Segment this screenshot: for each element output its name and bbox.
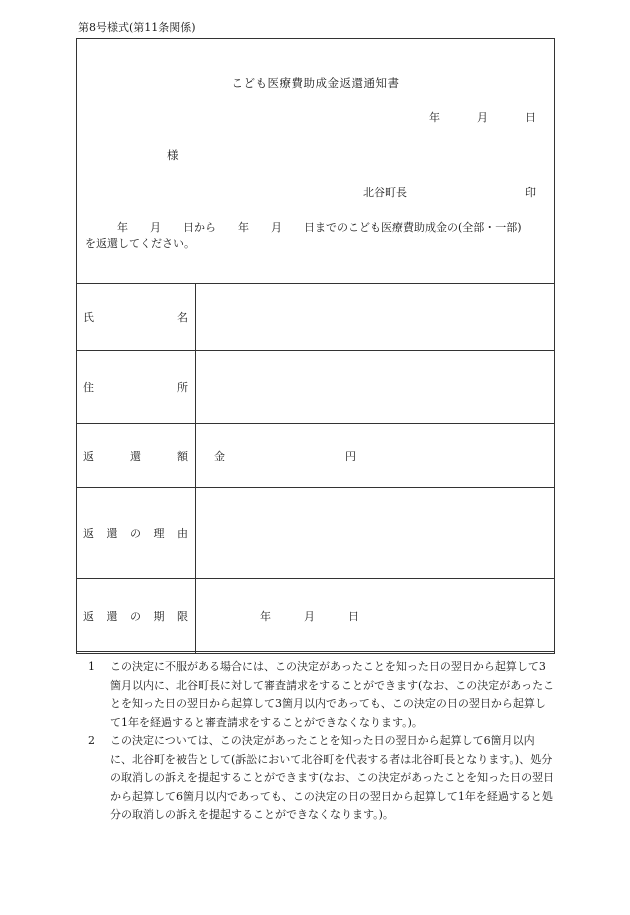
notice-form xyxy=(76,38,555,652)
deadline-field[interactable] xyxy=(196,579,555,654)
amount-prefix: 金 xyxy=(214,449,225,463)
deadline-value: 年 月 日 xyxy=(260,610,359,623)
table-row-reason xyxy=(77,488,555,579)
document-title: こども医療費助成金返還通知書 xyxy=(231,76,400,90)
note-number: 1 xyxy=(88,660,95,673)
issue-date xyxy=(429,109,536,125)
date-month: 月 xyxy=(477,111,488,124)
name-field[interactable] xyxy=(196,284,555,351)
note-number: 2 xyxy=(88,734,95,747)
seal-mark: 印 xyxy=(525,186,536,199)
table-row-amount xyxy=(77,424,555,488)
note-item xyxy=(86,658,556,732)
amount-label: 返 還 額 xyxy=(83,449,188,463)
date-year: 年 xyxy=(429,111,440,124)
note-text: この決定については、この決定があったことを知った日の翌日から起算して6箇月以内に、北谷町を被告として(訴訟において北谷町を代表する者は北谷町長となります。)、処分の取消しの訴えを提起することができます(なお、この決定があったことを知った日の翌日から起算して6箇月以内であっても、この決定の日の翌日から起算して1年を経過すると処分の取消しの訴えを提起することができなくなります。)。 xyxy=(110,734,555,821)
table-row-address xyxy=(77,351,555,424)
table-row-name xyxy=(77,284,555,351)
notice-line-1: 年 月 日から 年 月 日までのこども医療費助成金の(全部・一部) xyxy=(117,221,522,234)
reason-label: 返 還 の 理 由 xyxy=(83,527,188,540)
amount-unit: 円 xyxy=(345,449,356,463)
reason-field[interactable] xyxy=(196,488,555,579)
details-table xyxy=(76,283,555,654)
name-label: 氏 名 xyxy=(83,311,188,324)
addressee-suffix: 様 xyxy=(167,148,179,162)
address-label: 住 所 xyxy=(83,381,188,394)
appeal-notes xyxy=(86,658,556,825)
notice-text xyxy=(85,220,546,252)
note-text: この決定に不服がある場合には、この決定があったことを知った日の翌日から起算して3箇月以内に、北谷町長に対して審査請求をすることができます(なお、この決定があったことを知った日の翌日から起算して3箇月以内であっても、この決定の日の翌日から起算して1年を経過すると審査請求をすることができなくなります。)。 xyxy=(110,660,555,729)
notice-header xyxy=(77,39,554,283)
address-field[interactable] xyxy=(196,351,555,424)
date-day: 日 xyxy=(525,111,536,124)
issuer-name: 北谷町長 xyxy=(363,186,407,199)
form-number: 第8号様式(第11条関係) xyxy=(78,21,196,34)
amount-field[interactable] xyxy=(196,424,555,488)
notice-line-2: を返還してください。 xyxy=(85,237,195,250)
note-item xyxy=(86,732,556,825)
deadline-label: 返 還 の 期 限 xyxy=(83,610,188,623)
table-row-deadline xyxy=(77,579,555,654)
